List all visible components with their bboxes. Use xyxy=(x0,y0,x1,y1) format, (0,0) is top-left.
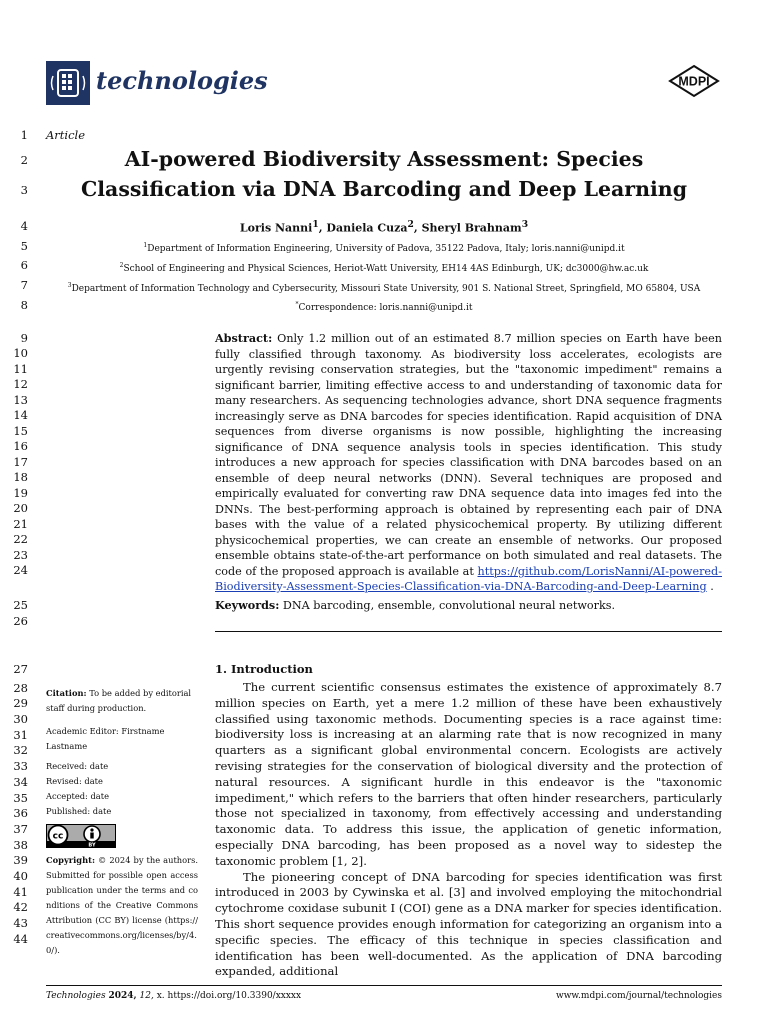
journal-logo-icon xyxy=(46,61,90,105)
cc-by-icon xyxy=(46,824,116,848)
line-number: 14 xyxy=(13,408,28,422)
paragraph: The pioneering concept of DNA barcoding for species identification was first introduced in 2003 by Cywinska et al. [3] and involved employing the mitochondrial cytochrome coxidase subunit I (COI) gene as a DNA marker for species identification. This short sequence provides enough information for categorizing an organism into a specific species. The efficacy of this technique in species classification and identification has been well-documented. As the application of DNA barcoding expanded, additional xyxy=(215,869,722,979)
line-number: 5 xyxy=(20,239,28,253)
line-number: 21 xyxy=(13,517,28,531)
line-number: 15 xyxy=(13,424,28,438)
author-affiliation-mark: 1 xyxy=(312,219,319,230)
correspondence: *Correspondence: loris.nanni@unipd.it xyxy=(295,301,473,313)
line-number: 43 xyxy=(13,916,28,930)
line-number: 39 xyxy=(13,853,28,867)
line-number: 20 xyxy=(13,501,28,515)
copyright-notice: Copyright: © 2024 by the authors. Submitted for possible open access publication under the terms and conditions of the Creative Commons Attribution (CC BY) license (https://creativecommons.org/licenses/by/4.0/). xyxy=(46,855,198,955)
line-number: 22 xyxy=(13,532,28,546)
line-number: 10 xyxy=(13,346,28,360)
affiliation: $^2$School of Engineering and Physical Sciences, Heriot-Watt University, EH14 4AS Edinburgh, UK; dc3000@hw.ac.uk xyxy=(119,262,649,274)
keywords-label: Keywords: xyxy=(215,598,280,612)
line-number: 36 xyxy=(13,806,28,820)
published-date: Published: date xyxy=(46,806,112,816)
paragraph: The current scientific consensus estimates the existence of approximately 8.7 million species on Earth, yet a mere 1.2 million of these have been exhaustively classified using taxonomic methods. Documenting species is a race against time: biodiversity loss is increasing at an alarming rate that is now recognized in many quarters as a significant global environmental concern. Ecologists are actively revising strategies for the conservation of biological diversity and the protection of natural resources. A significant hurdle in this endeavor is the "taxonomic impediment," which refers to the barriers that often hinder researchers, particularly those not specialized in taxonomy, from effectively accessing and understanding taxonomic data. To address this issue, the application of genetic information, especially DNA barcoding, has been proposed as a novel way to sidestep the taxonomic problem [1, 2]. xyxy=(215,680,722,868)
svg-text:BY: BY xyxy=(88,842,96,848)
line-number: 35 xyxy=(13,791,28,805)
line-number: 34 xyxy=(13,775,28,789)
accepted-date: Accepted: date xyxy=(46,791,109,801)
author-name: Loris Nanni xyxy=(239,221,313,235)
sidebar-metadata xyxy=(46,686,198,958)
line-number: 42 xyxy=(13,900,28,914)
divider xyxy=(215,631,722,632)
line-number: 30 xyxy=(13,712,28,726)
abstract-text: Only 1.2 million out of an estimated 8.7 million species on Earth have been fully classified through taxonomy. As biodiversity loss accelerates, ecologists are urgently revising conservation strategies, but the "taxonomic impediment" remains a significant barrier, limiting effective access to and understanding of taxonomic data for many researchers. As sequencing technologies advance, short DNA sequence fragments increasingly serve as DNA barcodes for species identification. Rapid acquisition of DNA sequences from diverse organisms is now possible, highlighting the increasing significance of DNA sequence analysis tools in species identification. This study introduces a new approach for species classification with DNA barcodes based on an ensemble of deep neural networks (DNN). Several techniques are proposed and empirically evaluated for converting raw DNA sequence data into images fed into the DNNs. The best-performing approach is obtained by representing each pair of DNA bases with the value of a related physicochemical property. By utilizing different physicochemical properties, we can create an ensemble of networks. Our proposed ensemble obtains state-of-the-art performance on both simulated and real datasets. The code of the proposed approach is available at xyxy=(215,332,722,578)
abstract: Abstract: Only 1.2 million out of an estimated 8.7 million species on Earth have been fully classified through taxonomy. As biodiversity loss accelerates, ecologists are urgently revising conservation strategies, but the "taxonomic impediment" remains a significant barrier, limiting effective access to and understanding of taxonomic data for many researchers. As sequencing technologies advance, short DNA sequence fragments increasingly serve as DNA barcodes for species identification. Rapid acquisition of DNA sequences from diverse organisms is now possible, highlighting the increasing significance of DNA sequence analysis tools in species identification. This study introduces a new approach for species classification with DNA barcodes based on an ensemble of deep neural networks (DNN). Several techniques are proposed and empirically evaluated for converting raw DNA sequence data into images fed into the DNNs. The best-performing approach is obtained by representing each pair of DNA bases with the value of a related physicochemical property. By utilizing different physicochemical properties, we can create an ensemble of networks. Our proposed ensemble obtains state-of-the-art performance on both simulated and real datasets. The code of the proposed approach is available at https://github.com/LorisNanni/AI-powered-Biodiversity-Assessment-Species-Classification-via-DNA-Barcoding-and-Deep-Learning . xyxy=(215,331,722,593)
paper-title: AI-powered Biodiversity Assessment: Species Classification via DNA Barcoding and Deep Learning xyxy=(80,147,688,201)
keywords-text: DNA barcoding, ensemble, convolutional neural networks. xyxy=(282,599,616,612)
line-number: 19 xyxy=(13,486,28,500)
mdpi-logo-text: MDPI xyxy=(678,74,710,89)
line-number: 3 xyxy=(20,183,28,197)
line-number: 18 xyxy=(13,470,28,484)
line-number: 24 xyxy=(13,563,28,577)
line-number: 7 xyxy=(20,278,28,292)
received-date: Received: date xyxy=(46,761,109,771)
section-heading: 1. Introduction xyxy=(215,662,313,676)
academic-editor: Academic Editor: Firstname Lastname xyxy=(46,726,165,751)
line-number: 8 xyxy=(20,298,28,312)
affiliation: $^1$Department of Information Engineering, University of Padova, 35122 Padova, Italy; loris.nanni@unipd.it xyxy=(143,242,625,254)
line-number: 6 xyxy=(20,258,28,272)
line-number: 13 xyxy=(13,393,28,407)
line-number: 31 xyxy=(13,728,28,742)
line-number: 29 xyxy=(13,696,28,710)
footer-citation: Technologies 2024, 12, x. https://doi.org/10.3390/xxxxx xyxy=(46,991,302,1001)
line-number: 12 xyxy=(13,377,28,391)
line-number: 44 xyxy=(13,932,28,946)
mdpi-logo xyxy=(668,64,720,98)
line-number: 37 xyxy=(13,822,28,836)
line-number: 4 xyxy=(20,219,28,233)
line-number: 26 xyxy=(13,614,28,628)
line-number: 23 xyxy=(13,548,28,562)
line-number: 32 xyxy=(13,743,28,757)
line-number: 11 xyxy=(13,362,28,376)
citation: Citation: To be added by editorial staff during production. xyxy=(46,688,192,713)
revised-date: Revised: date xyxy=(46,776,103,786)
line-number: 17 xyxy=(13,455,28,469)
keywords xyxy=(215,598,722,613)
line-number: 40 xyxy=(13,869,28,883)
line-number: 28 xyxy=(13,681,28,695)
author-affiliation-mark: 3 xyxy=(521,219,529,230)
introduction-body xyxy=(215,680,722,980)
line-number: 2 xyxy=(20,153,28,167)
code-repository-link[interactable]: https://github.com/LorisNanni/AI-powered-Biodiversity-Assessment-Species-Classification-via-DNA-Barcoding-and-Deep-Learning xyxy=(215,564,722,593)
author-affiliation-mark: 2 xyxy=(407,219,414,230)
affiliation: $^3$Department of Information Technology and Cybersecurity, Missouri State University, 901 S. National Street, Springfield, MO 65804, USA xyxy=(67,282,701,294)
author-list: Loris Nanni$^1$, Daniela Cuza$^2$, Sheryl Brahnam$^3$ xyxy=(239,219,529,235)
footer-journal-url[interactable]: www.mdpi.com/journal/technologies xyxy=(556,991,722,1001)
footer-divider xyxy=(46,985,722,986)
article-type: Article xyxy=(46,128,86,142)
author-name: Sheryl Brahnam xyxy=(421,221,522,235)
abstract-label: Abstract: xyxy=(215,331,273,345)
author-name: Daniela Cuza xyxy=(326,221,408,235)
line-number: 9 xyxy=(20,331,28,345)
line-number: 25 xyxy=(13,598,28,612)
line-number: 27 xyxy=(13,662,28,676)
line-number: 38 xyxy=(13,838,28,852)
line-number: 41 xyxy=(13,885,28,899)
line-number: 1 xyxy=(20,128,28,142)
journal-name: technologies xyxy=(96,66,268,95)
svg-text:cc: cc xyxy=(52,831,64,842)
line-number: 16 xyxy=(13,439,28,453)
line-number: 33 xyxy=(13,759,28,773)
